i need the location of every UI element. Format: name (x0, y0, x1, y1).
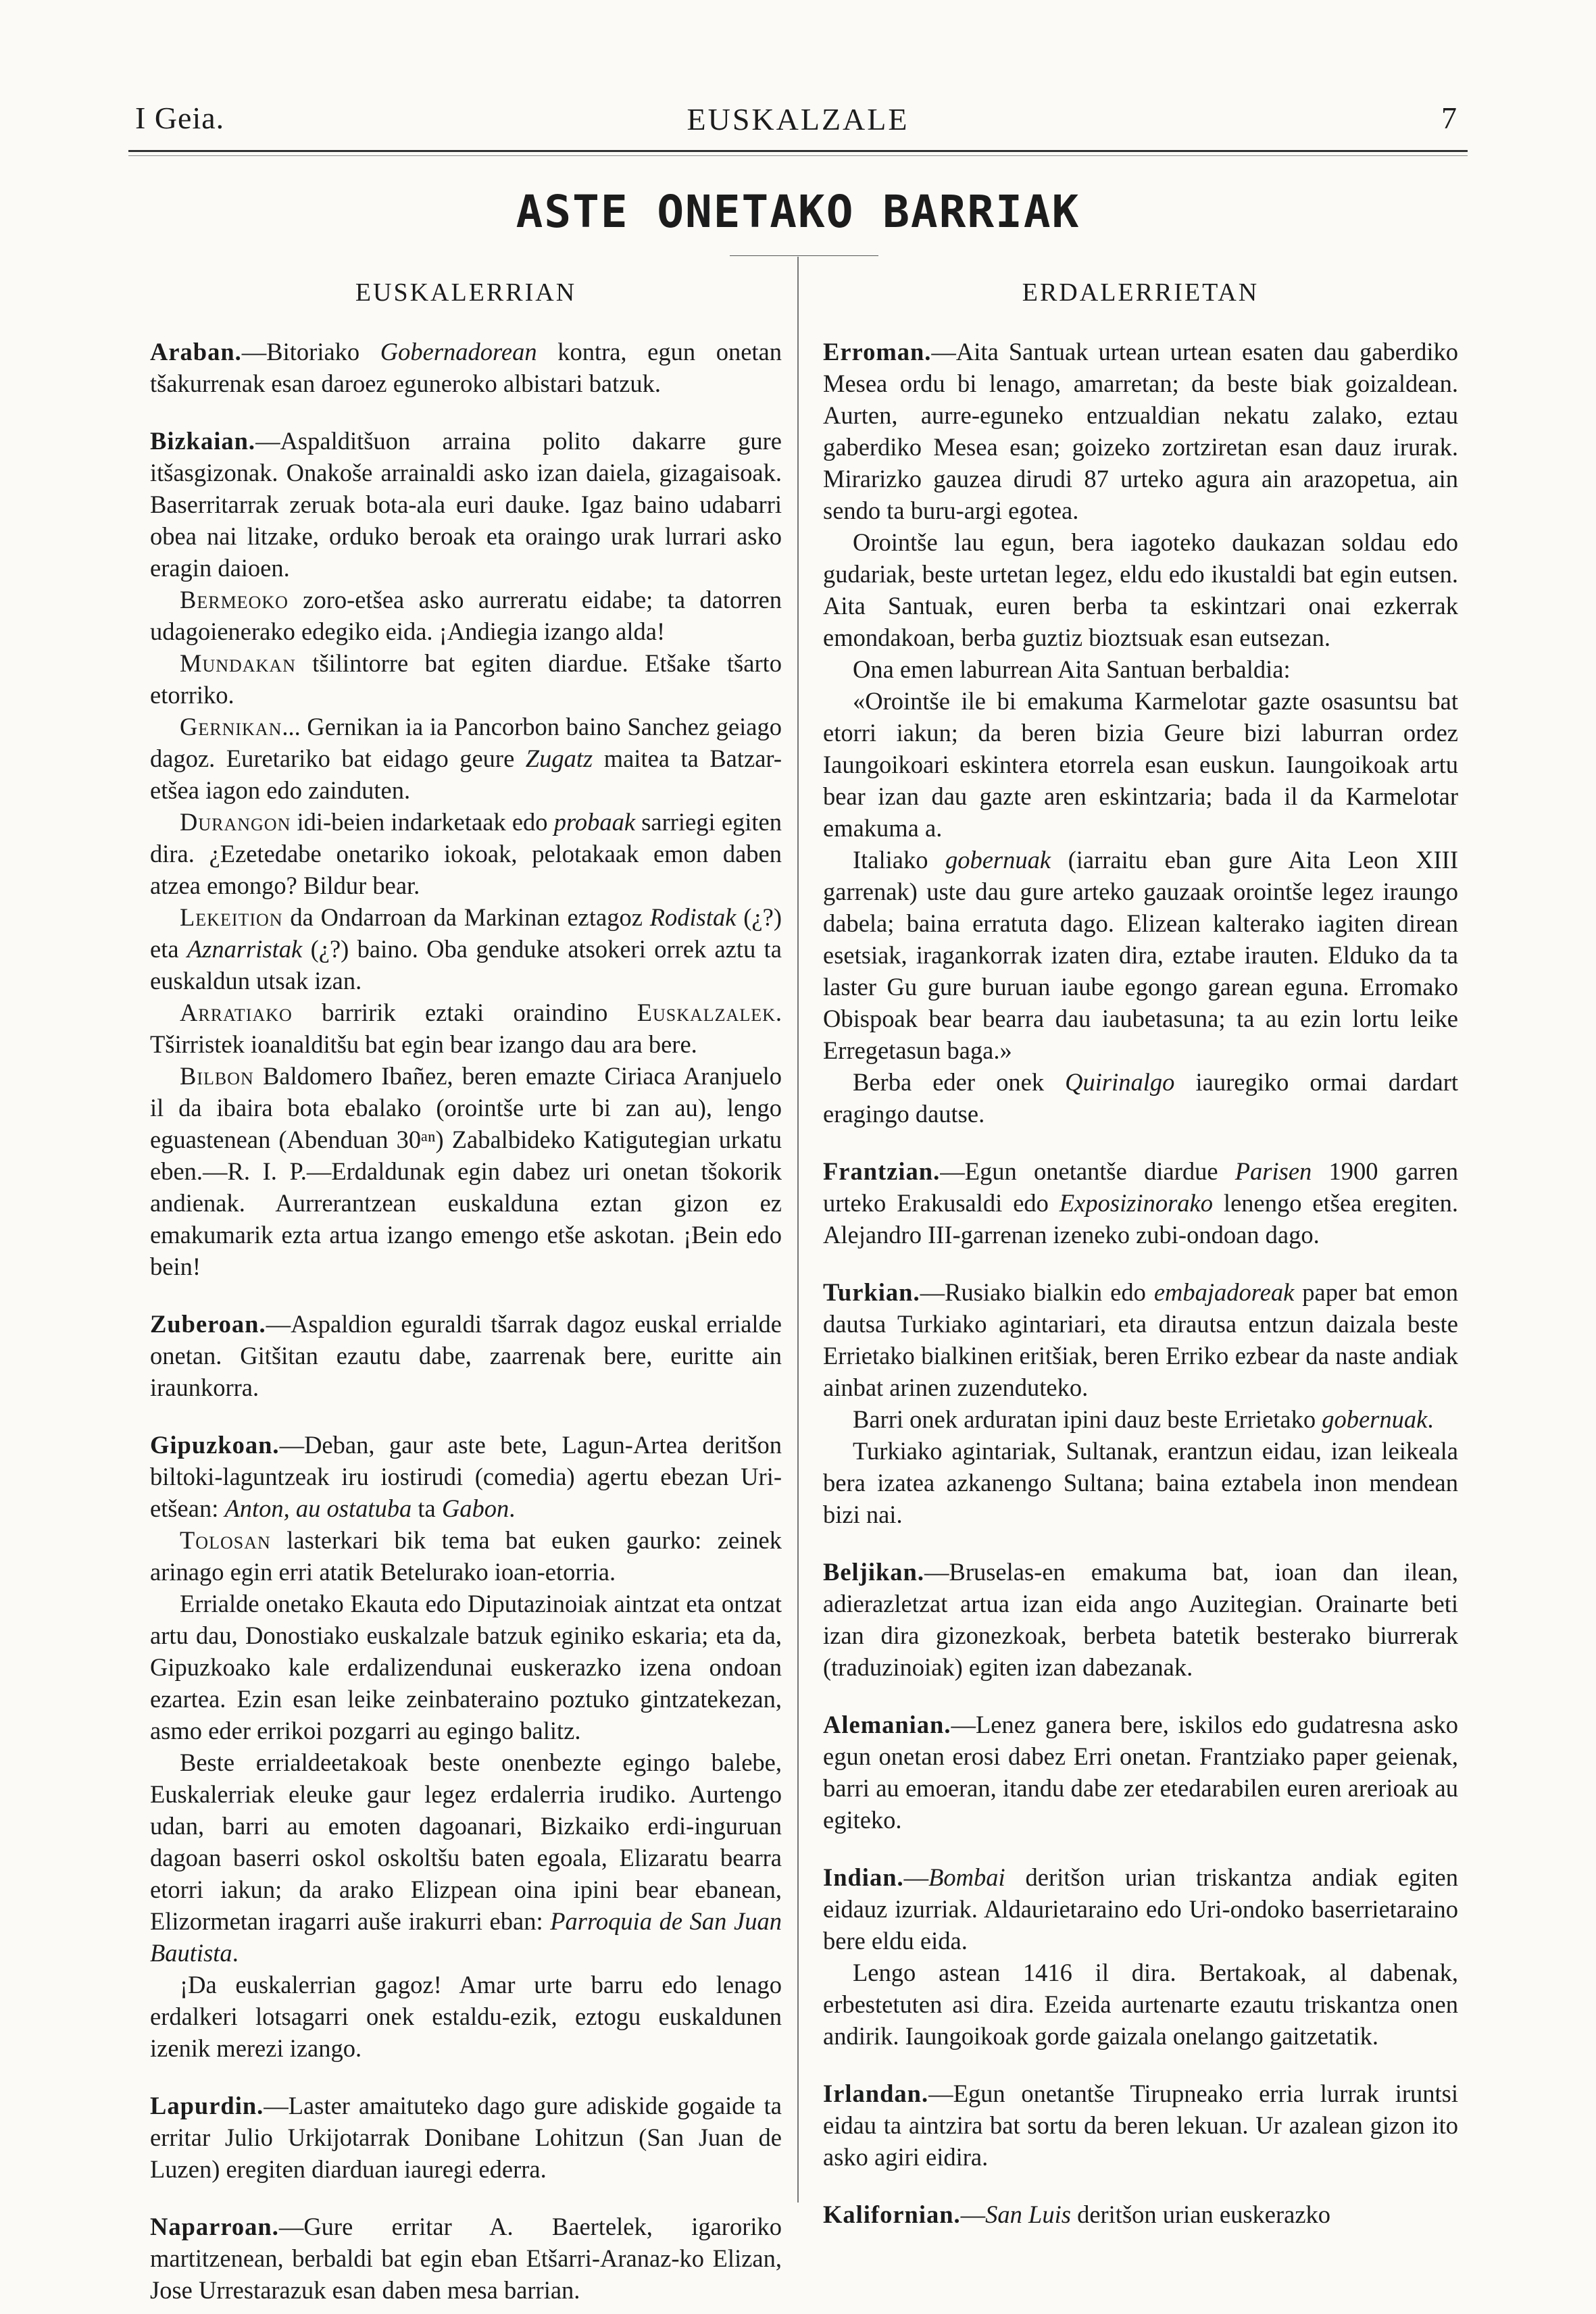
text: — (903, 1863, 929, 1891)
text: lasterkari bik tema bat euken gaurko: zeinek arinago egin erri atatik Betelurako ioan-etorria. (150, 1526, 782, 1586)
news-naparroan (150, 2211, 782, 2306)
text: deritšon urian euskerazko (1070, 2200, 1331, 2228)
place-name: Lapurdin. (150, 2092, 264, 2119)
place-name: Bizkaian. (150, 427, 256, 455)
text: 1900 garren urteko Erakusaldi edo (823, 1157, 1458, 1217)
text: —Deban, gaur aste bete, Lagun-Artea deritšon biltoki-laguntzeak iru iostirudi (comedia) agertu ebezan Uri-etšean: (150, 1431, 782, 1522)
text: . (232, 1939, 239, 1967)
italic-text: Zugatz (525, 745, 593, 772)
town-name: Mundakan (180, 649, 296, 677)
text: idi-beien indarketaak edo (291, 808, 554, 836)
text: Barri onek arduratan ipini dauz beste Errietako (853, 1405, 1322, 1433)
italic-text: Quirinalgo (1065, 1068, 1175, 1096)
publication-title: EUSKALZALE (687, 102, 909, 136)
news-lengo: Lengo astean 1416 il dira. Bertakoak, al dabenak, erbestetuten asi dira. Ezeida aurtenarte ezautu triskantza onen andirik. Iaungoikoak gorde gaizala onelango gaitzetatik. (823, 1959, 1458, 2050)
text: —Egun onetantše Tirupneako erria lurrak iruntsi eidau ta aintzira bat sortu da beren lekuan. Ur azalean gizon ito asko agiri eidira. (823, 2080, 1458, 2171)
text: —Bitoriako (241, 338, 380, 366)
left-column-heading: EUSKALERRIAN (355, 278, 577, 307)
text: . (509, 1494, 516, 1522)
place-name: Indian. (823, 1863, 904, 1891)
text: —Lenez ganera bere, iskilos edo gudatresna asko egun onetan erosi dabez Erri onetan. Frantziako paper geienak, barri au emoeran, itandu dabe zer etedarabilen euren arerioak au egiteko. (823, 1711, 1458, 1834)
place-name: Araban. (150, 338, 242, 366)
text: Italiako (853, 846, 945, 874)
news-barri (823, 1403, 1458, 1435)
news-lapurdin (150, 2090, 782, 2185)
place-name: Erroman. (823, 338, 932, 366)
text: maitea ta Batzar-etšea iagon edo zainduten. (150, 745, 782, 804)
news-zuberoan (150, 1308, 782, 1403)
publication-name: Euskalzalek (637, 999, 776, 1026)
town-name: Lekeition (180, 903, 283, 931)
news-arratia (150, 997, 782, 1060)
text: (iarraitu eban gure Aita Leon XIII garrenak) uste dau gure arteko gauzaak orointše legez iraungo dabela; baina erratuta dago. Elizean kalterako iagiten direan esetsiak, iragankorrak izaten dira, eztabe irauten. Elduko da ta laster Gu gure buruan iaube egongo garean eguna. Erromako Obispoak bear bearra dau iaubetasuna; ta au ezin lortu leike Erregetasun baga.» (823, 846, 1458, 1064)
italic-text: probaak (553, 808, 636, 836)
italic-text: gobernuak (945, 846, 1051, 874)
italic-text: Gabon (441, 1494, 509, 1522)
news-alemanian (823, 1709, 1458, 1836)
text: . (1427, 1405, 1434, 1433)
place-name: Zuberoan. (150, 1310, 266, 1338)
text: — (960, 2200, 986, 2228)
italic-text: embajadoreak (1153, 1278, 1295, 1306)
news-araban (150, 336, 782, 399)
left-column (150, 277, 782, 2306)
header-rule-thin (128, 155, 1468, 156)
news-irlandan (823, 2078, 1458, 2173)
italic-text: Parisen (1235, 1157, 1312, 1185)
header-rule (128, 150, 1468, 152)
text: . Tširristek ioanalditšu bat egin bear izango dau ara bere. (150, 999, 782, 1058)
text: iauregiko ormai dardart eragingo dautse. (823, 1068, 1458, 1128)
news-frantzian (823, 1155, 1458, 1251)
text: barririk eztaki oraindino (292, 999, 637, 1026)
town-name: Arratiako (180, 999, 293, 1026)
news-da-euskalerrian: ¡Da euskalerrian gagoz! Amar urte barru edo lenago erdalkeri lotsagarri onek estaldu-ezik, eztogu euskaldunen izenik merezi izango. (150, 1971, 782, 2062)
text: ta (412, 1494, 442, 1522)
text: lenengo etšea eregiten. Alejandro III-garrenan izeneko zubi-ondoan dago. (823, 1189, 1458, 1249)
news-tolosa (150, 1524, 782, 1588)
news-mundaka (150, 647, 782, 711)
news-bilbo (150, 1060, 782, 1282)
text: tšilintorre bat egiten diardue. Etšake tšarto etorriko. (150, 649, 782, 709)
page-title: ASTE ONETAKO BARRIAK (516, 186, 1080, 238)
news-errialde: Errialde onetako Ekauta edo Diputazinoiak aintzat eta ontzat artu dau, Donostiako euskalzale batzuk eginiko eskaria; eta da, Gipuzkoako kale erdalizendunai euskerazko izena ondoan ezartea. Ezin esan leike zeinbateraino poztuko gintzatekezan, asmo eder errikoi pozgarri au egingo balitz. (150, 1590, 782, 1744)
right-column (823, 277, 1458, 2230)
text: ... Gernikan ia ia Pancorbon baino Sanchez geiago dagoz. Euretariko bat eidago geure (150, 713, 782, 772)
title-underline (730, 255, 878, 256)
page-number: 7 (1441, 101, 1457, 135)
news-kalifornian (823, 2198, 1458, 2230)
place-name: Beljikan. (823, 1558, 924, 1586)
news-italiako (823, 844, 1458, 1066)
news-lekeitio (150, 901, 782, 997)
text: —Rusiako bialkin edo (920, 1278, 1154, 1306)
italic-text: San Luis (985, 2200, 1071, 2228)
text: —Aspaldion eguraldi tšarrak dagoz euskal errialde onetan. Gitšitan ezautu dabe, zaarrenak bere, euritte ain iraunkorra. (150, 1310, 782, 1401)
italic-text: Anton, au ostatuba (224, 1494, 412, 1522)
place-name: Irlandan. (823, 2080, 929, 2107)
place-name: Frantzian. (823, 1157, 941, 1185)
text: —Gure erritar A. Baertelek, igaroriko martitzenean, berbaldi bat egin eban Etšarri-Aranaz-ko Elizan, Jose Urrestarazuk esan daben mesa barrian. (150, 2213, 782, 2304)
text: —Aita Santuak urtean urtean esaten dau gaberdiko Mesea ordu bi lenago, amarretan; da beste biak goizaldean. Aurten, aurre-eguneko entzualdian nekatu zalako, eztau gaberdiko Mesea esan; goizeko zortziretan esan dauz irurak. Mirarizko gauzea dirudi 87 urteko agura ain arazopetua, ain sendo ta buru-argi egotea. (823, 338, 1458, 524)
text: kontra, egun onetan tšakurrenak esan daroez eguneroko albistari batzuk. (150, 338, 782, 397)
town-name: Bilbon (180, 1062, 254, 1090)
place-name: Turkian. (823, 1278, 920, 1306)
text: paper bat emon dautsa Turkiako agintariari, eta dirautsa entzun daizala beste Errietako bialkinen eritšiak, beren Erriko ezbear da naste andiak ainbat arinen zuzenduteko. (823, 1278, 1458, 1401)
italic-text: Bombai (928, 1863, 1005, 1891)
news-indian (823, 1861, 1458, 1957)
news-erroman (823, 336, 1458, 526)
text: da Ondarroan da Markinan eztagoz (282, 903, 650, 931)
volume-label: I Geia. (135, 101, 225, 135)
italic-text: Rodistak (649, 903, 737, 931)
place-name: Kalifornian. (823, 2200, 961, 2228)
italic-text: Exposizinorako (1059, 1189, 1213, 1217)
news-turkian (823, 1276, 1458, 1403)
news-berba (823, 1066, 1458, 1130)
text: —Bruselas-en emakuma bat, ioan dan ilean, adierazletzat artua izan eida ango Auzitegian. Orainarte beti izan dira gizonezkoak, berbeta batetik besterako biurrerak (traduzinoiak) egiten izan dabezanak. (823, 1558, 1458, 1681)
italic-text: Aznarristak (186, 935, 303, 963)
text: Berba eder onek (853, 1068, 1066, 1096)
news-bermeo (150, 584, 782, 647)
news-turkiako: Turkiako agintariak, Sultanak, erantzun eidau, izan leikeala bera izatea azkanengo Sultana; baina eztabela inon mendean bizi nai. (823, 1437, 1458, 1528)
news-durango (150, 806, 782, 901)
text: (¿?) baino. Oba genduke atsokeri orrek aztu ta euskaldun utsak izan. (150, 935, 782, 995)
text: zoro-etšea asko aurreratu eidabe; ta datorren udagoienerako edegiko eida. ¡Andiegia izango alda! (150, 586, 782, 645)
news-beste (150, 1746, 782, 1969)
news-beljikan (823, 1556, 1458, 1683)
news-gipuzkoan (150, 1429, 782, 1524)
news-bizkaian (150, 425, 782, 584)
text: —Egun onetantše diardue (940, 1157, 1235, 1185)
place-name: Naparroan. (150, 2213, 279, 2240)
text: —Laster amaituteko dago gure adiskide gogaide ta erritar Julio Urkijotarrak Donibane Lohitzun (San Juan de Luzen) eregiten diarduan iauregi ederra. (150, 2092, 782, 2183)
town-name: Bermeoko (180, 586, 289, 613)
text: sarriegi egiten dira. ¿Ezetedabe onetariko iokoak, pelotakaak emon daben atzea emongo? Bildur bear. (150, 808, 782, 899)
place-name: Alemanian. (823, 1711, 951, 1738)
town-name: Durangon (180, 808, 291, 836)
town-name: Tolosan (180, 1526, 271, 1554)
news-orointse: Orointše lau egun, bera iagoteko daukazan soldau edo gudariak, beste urtetan legez, eldu edo ikustaldi bat egin eutsen. Aita Santuak, euren berba ta eskintzari onai ezkerrak emondakoan, berba guztiz bioztsuak esan eutsezan. (823, 528, 1458, 651)
news-ona-emen: Ona emen laburrean Aita Santuan berbaldia: (853, 655, 1291, 683)
news-quote: «Orointše ile bi emakuma Karmelotar gazte osasuntsu bat etorri iakun; da beren bizia Geure bizi laburran ordez Iaungoikoari eskintera etorrela esan euskun. Iaungoikoak artu bear izan dau gazte aren eskintzaria; bada il da Karmelotar emakuma a. (823, 687, 1458, 842)
text: Baldomero Ibañez, beren emazte Ciriaca Aranjuelo il da ibaira bota ebalako (orointše urte bi zan au), lengo eguastenean (Abenduan 30ᵃⁿ) Zabalbideko Katigutegian urkatu eben.—R. I. P.—Erdaldunak egin dabez uri onetan tšokorik andienak. Aurrerantzean euskalduna eztan gizon ez emakumarik ezta artua izango emengo etše askotan. ¡Bein edo bein! (150, 1062, 782, 1280)
text: —Aspalditšuon arraina polito dakarre gure itšasgizonak. Onakoše arrainaldi asko izan daiela, gizagaisoak. Baserritarrak zeruak bota-ala euri dauke. Igaz baino udabarri obea nai litzake, orduko beroak eta oraingo urak lurrari asko eragin daioen. (150, 427, 782, 582)
column-divider (797, 257, 799, 2203)
text: deritšon urian triskantza andiak egiten eidauz izurriak. Aldaurietaraino edo Uri-ondoko baserrietaraino bere eldu eida. (823, 1863, 1458, 1955)
town-name: Gernikan (180, 713, 282, 740)
italic-text: Gobernadorean (380, 338, 537, 366)
italic-text: gobernuak (1322, 1405, 1428, 1433)
italic-text: Parroquia de San Juan Bautista (150, 1907, 782, 1967)
place-name: Gipuzkoan. (150, 1431, 280, 1459)
text: (¿?) eta (150, 903, 782, 963)
right-column-heading: ERDALERRIETAN (1022, 278, 1260, 307)
news-gernika (150, 711, 782, 806)
text: Beste errialdeetakoak beste onenbezte egingo balebe, Euskalerriak eleuke gaur legez erdalerria irudiko. Aurtengo udan, barri au emoten dagoanari, Bizkaiko erdi-inguruan dagoan baserri oskol oskoltšu baten egoala, Elizaratu bearra etorri iakun; da arako Elizpean oina ipini bear ebanean, Elizormetan iragarri auše irakurri eban: (150, 1749, 782, 1935)
